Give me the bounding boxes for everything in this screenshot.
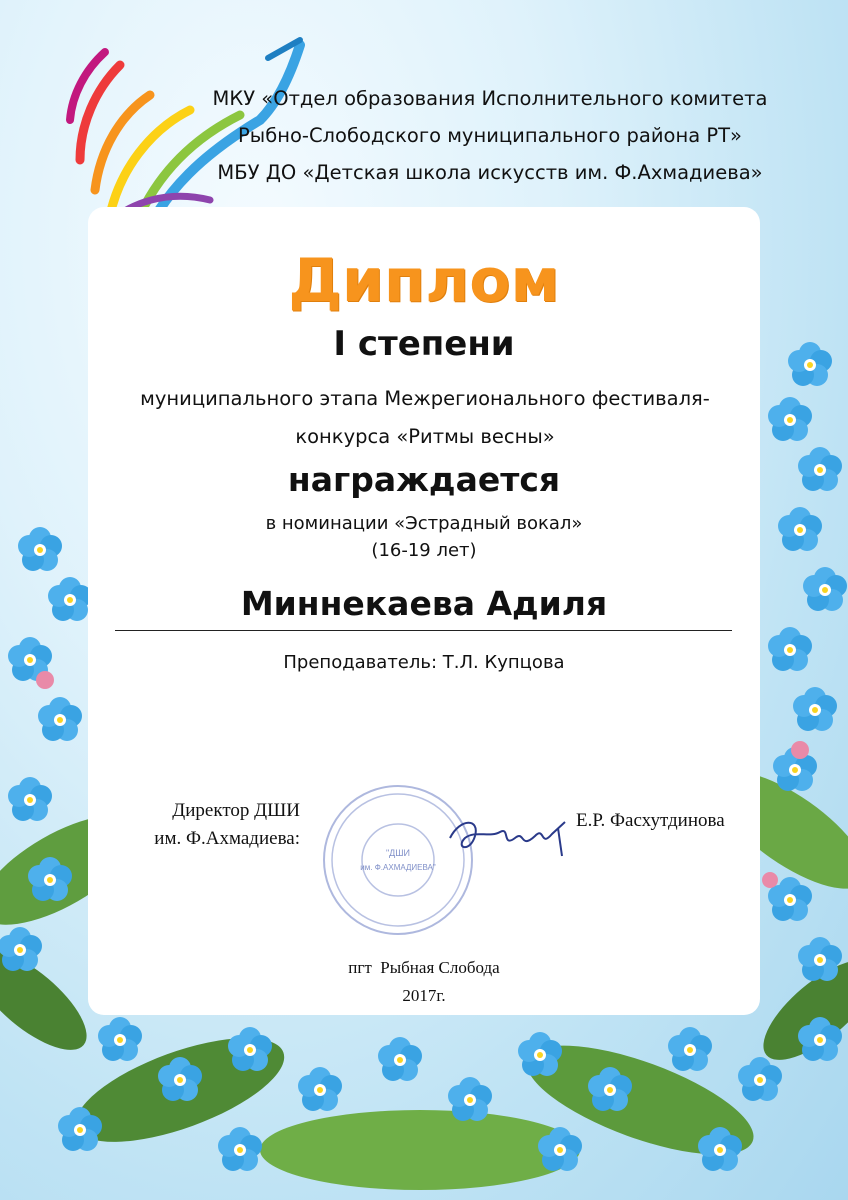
- nomination-text: в номинации «Эстрадный вокал»: [265, 513, 583, 534]
- director-title-line-2: им. Ф.Ахмадиева:: [154, 828, 300, 849]
- director-title-line-1: Директор ДШИ: [172, 800, 300, 821]
- director-name: Е.Р. Фасхутдинова: [576, 810, 725, 831]
- name-underline: [115, 630, 732, 631]
- director-title: [100, 797, 300, 853]
- festival-line-2: конкурса «Ритмы весны»: [295, 425, 555, 448]
- nomination-block: [0, 510, 848, 564]
- footer-place: [0, 954, 848, 1010]
- teacher-line: Преподаватель: Т.Л. Купцова: [283, 652, 565, 673]
- diploma-degree: I степени: [333, 324, 515, 364]
- issuer-header: [180, 80, 800, 191]
- issuer-line-2: Рыбно-Слободского муниципального района РТ»: [238, 124, 742, 147]
- festival-description: [100, 380, 750, 456]
- age-group: (16-19 лет): [371, 540, 477, 561]
- stamp-text-2: им. Ф.АХМАДИЕВА": [360, 863, 436, 872]
- festival-line-1: муниципального этапа Межрегионального фестиваля-: [140, 387, 710, 410]
- stamp-text-1: "ДШИ: [385, 848, 411, 858]
- signature-scribble: [440, 808, 580, 868]
- issuer-line-3: МБУ ДО «Детская школа искусств им. Ф.Ахмадиева»: [217, 161, 763, 184]
- footer-year: 2017г.: [402, 986, 446, 1005]
- recipient-name: Миннекаева Адиля: [240, 584, 608, 623]
- footer-town: пгт Рыбная Слобода: [348, 958, 500, 977]
- diploma-title: Диплом: [288, 246, 560, 316]
- issuer-line-1: МКУ «Отдел образования Исполнительного комитета: [212, 87, 768, 110]
- awarded-heading: награждается: [287, 460, 561, 499]
